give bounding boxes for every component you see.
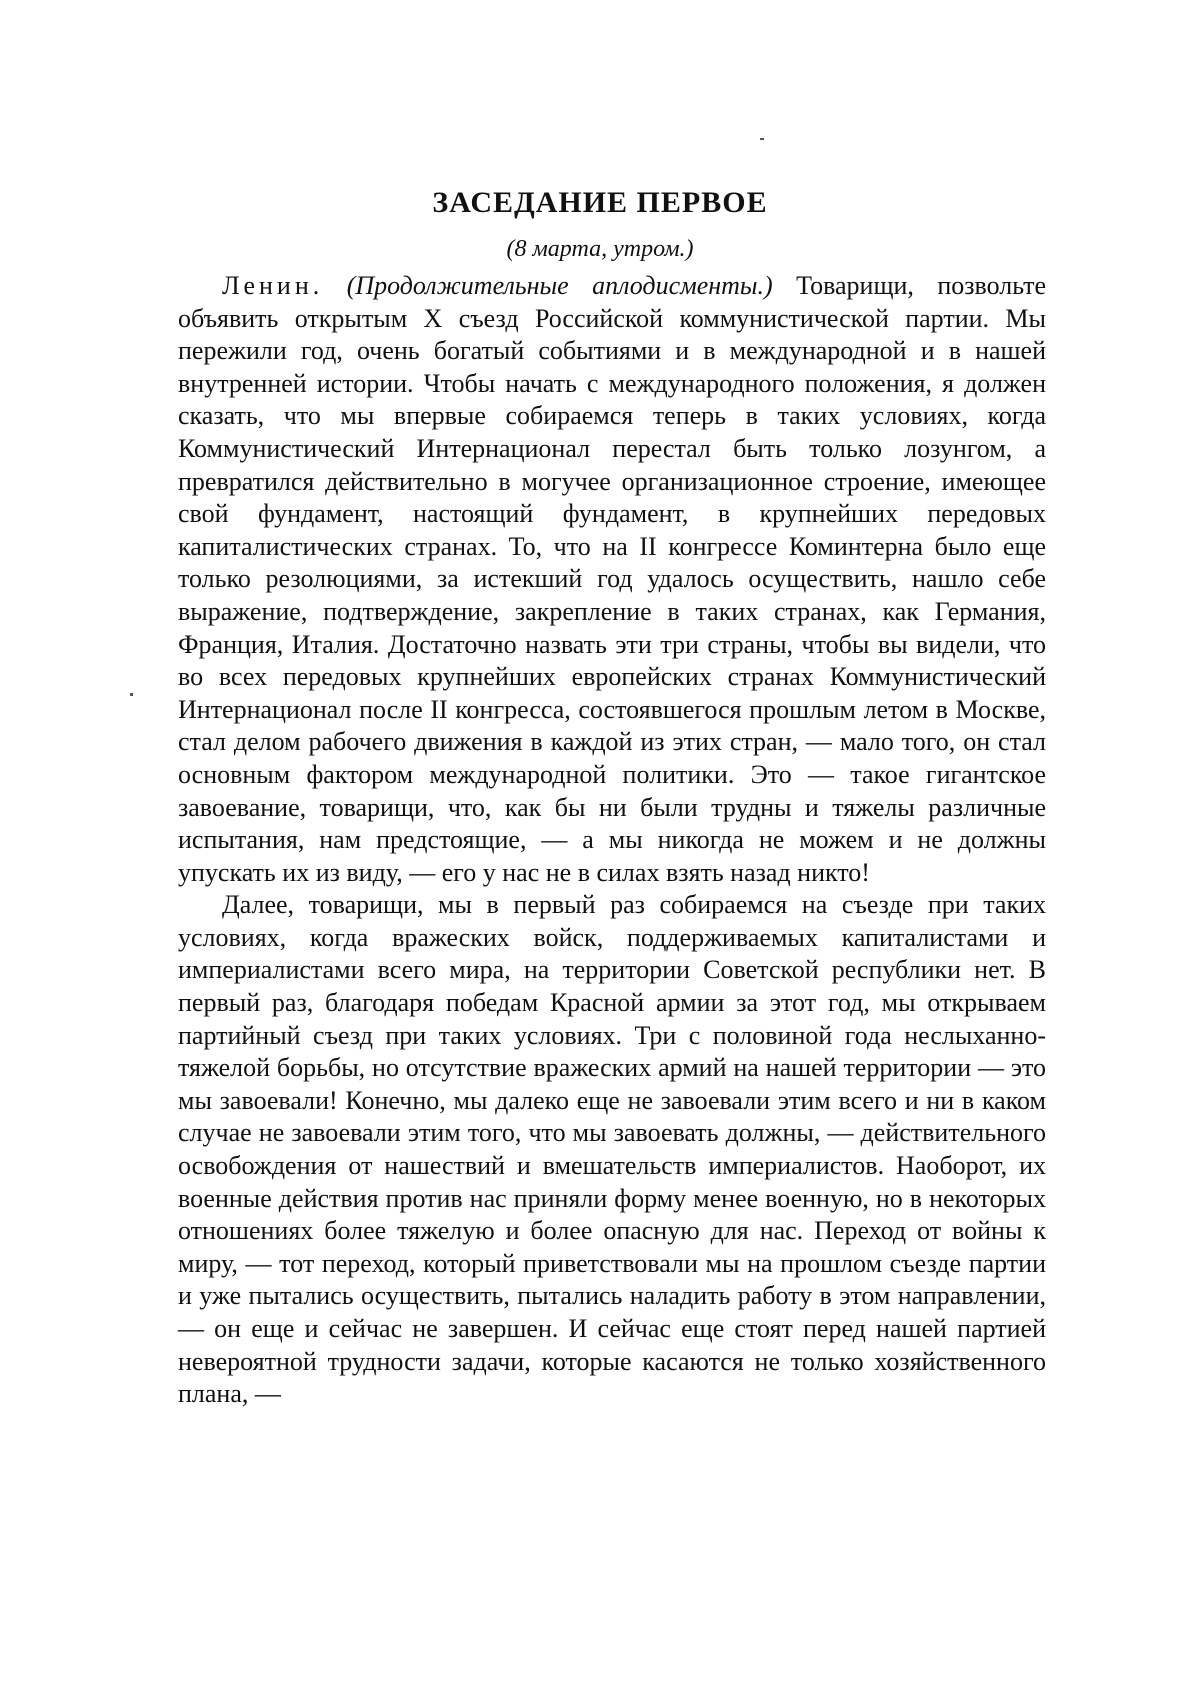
scan-speck bbox=[760, 138, 764, 140]
paragraph-text: Товарищи, позвольте объявить открытым X съезд Российской коммунистической партии. Мы пережили год, очень богатый событиями и в международной и в нашей внутренней истории. Чтобы начать с международного положения, я должен сказать, что мы впервые собираемся теперь в таких условиях, когда Коммунистический Интернационал перестал быть только лозунгом, а превратился действительно в могучее организационное строение, имеющее свой фундамент, настоящий фундамент, в крупнейших передовых капиталистических странах. То, что на II конгрессе Коминтерна было еще только резолюциями, за истекший год удалось осуществить, нашло себе выражение, подтверждение, закрепление в таких странах, как Германия, Франция, Италия. Достаточно назвать эти три страны, чтобы вы видели, что во всех передовых крупнейших европейских странах Коммунистический Интернационал после II конгресса, состоявшегося прошлым летом в Москве, стал делом рабочего движения в каждой из этих стран, — мало того, он стал основным фактором международной политики. Это — такое гигантское завоевание, товарищи, что, как бы ни были трудны и тяжелы различные испытания, нам предстоящие, — а мы никогда не можем и не должны упускать их из виду, — его у нас не в силах взять назад никто! bbox=[178, 271, 1047, 887]
paragraph-text: Далее, товарищи, мы в первый раз собираемся на съезде при таких условиях, когда вражеских войск, поддерживаемых капиталистами и империалистами всего мира, на территории Советской республики нет. В первый раз, благодаря победам Красной армии за этот год, мы открываем партийный съезд при таких условиях. Три с половиной года неслыханно-тяжелой борьбы, но отсутствие вражеских армий на нашей территории — это мы завоевали! Конечно, мы далеко еще не завоевали этим всего и ни в каком случае не завоевали этим того, что мы завоевать должны, — действительного освобождения от нашествий и вмешательств империалистов. Наоборот, их военные действия против нас приняли форму менее военную, но в некоторых отношениях более тяжелую и более опасную для нас. Переход от войны к миру, — тот переход, который приветствовали мы на прошлом съезде партии и уже пытались осуществить, пытались наладить работу в этом направлении, — он еще и сейчас не завершен. И сейчас еще стоят перед нашей партией невероятной трудности задачи, которые касаются не только хозяйственного плана, — bbox=[178, 890, 1046, 1409]
body-text bbox=[178, 270, 1046, 1411]
stage-remark: (Продолжительные аплодисменты.) bbox=[346, 271, 773, 300]
session-date-note: (8 марта, утром.) bbox=[506, 236, 694, 262]
paragraph-1 bbox=[178, 270, 1046, 889]
page-title: ЗАСЕДАНИЕ ПЕРВОЕ bbox=[432, 186, 768, 219]
speaker-name: Ленин. bbox=[222, 271, 324, 300]
paragraph-2 bbox=[178, 889, 1046, 1411]
scan-speck bbox=[130, 693, 133, 696]
